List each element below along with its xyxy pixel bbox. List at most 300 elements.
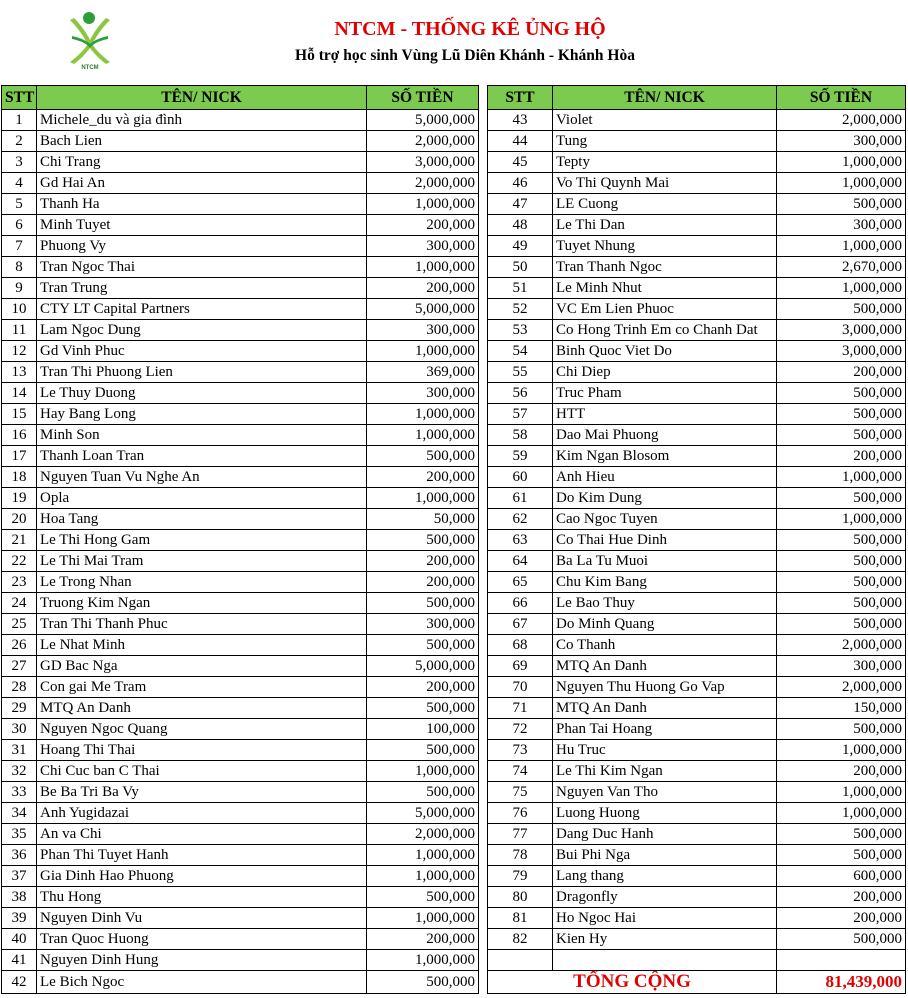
table-row xyxy=(488,635,906,656)
donor-name: Minh Son xyxy=(37,425,367,446)
donor-name: Truc Pham xyxy=(553,383,777,404)
donation-amount: 300,000 xyxy=(367,236,479,257)
row-number: 77 xyxy=(488,824,553,845)
row-number: 73 xyxy=(488,740,553,761)
row-number: 80 xyxy=(488,887,553,908)
table-row xyxy=(2,908,479,929)
table-row xyxy=(2,299,479,320)
table-row xyxy=(2,887,479,908)
table-row xyxy=(488,446,906,467)
row-number: 19 xyxy=(2,488,37,509)
table-row xyxy=(2,194,479,215)
row-number: 55 xyxy=(488,362,553,383)
row-number: 48 xyxy=(488,215,553,236)
donor-name: Anh Yugidazai xyxy=(37,803,367,824)
row-number: 13 xyxy=(2,362,37,383)
donation-amount: 500,000 xyxy=(777,929,906,950)
donation-amount: 1,000,000 xyxy=(777,173,906,194)
donor-name: Hoang Thi Thai xyxy=(37,740,367,761)
donor-name: Lang thang xyxy=(553,866,777,887)
row-number: 56 xyxy=(488,383,553,404)
donation-amount: 500,000 xyxy=(367,698,479,719)
table-row xyxy=(2,635,479,656)
table-row xyxy=(2,446,479,467)
donation-amount: 1,000,000 xyxy=(777,152,906,173)
donation-amount: 500,000 xyxy=(777,593,906,614)
table-row xyxy=(2,467,479,488)
row-number: 29 xyxy=(2,698,37,719)
row-number: 26 xyxy=(2,635,37,656)
table-row xyxy=(488,488,906,509)
row-number: 75 xyxy=(488,782,553,803)
table-row xyxy=(488,593,906,614)
table-row xyxy=(2,362,479,383)
table-row xyxy=(488,677,906,698)
donation-amount: 200,000 xyxy=(367,551,479,572)
donation-amount: 1,000,000 xyxy=(777,236,906,257)
donation-amount: 500,000 xyxy=(777,299,906,320)
row-number: 28 xyxy=(2,677,37,698)
donor-name: Thu Hong xyxy=(37,887,367,908)
table-row xyxy=(488,719,906,740)
row-number: 69 xyxy=(488,656,553,677)
donor-name xyxy=(553,950,777,971)
table-row xyxy=(488,551,906,572)
donation-amount: 2,000,000 xyxy=(367,131,479,152)
table-row xyxy=(488,866,906,887)
row-number: 42 xyxy=(2,971,37,994)
column-header-stt: STT xyxy=(488,86,553,110)
donation-amount: 1,000,000 xyxy=(777,278,906,299)
donor-name: Hu Truc xyxy=(553,740,777,761)
row-number: 31 xyxy=(2,740,37,761)
donation-amount: 5,000,000 xyxy=(367,299,479,320)
donor-name: Gd Hai An xyxy=(37,173,367,194)
donation-amount: 5,000,000 xyxy=(367,803,479,824)
row-number: 63 xyxy=(488,530,553,551)
row-number: 70 xyxy=(488,677,553,698)
row-number: 59 xyxy=(488,446,553,467)
donor-name: Le Bao Thuy xyxy=(553,593,777,614)
donation-amount: 500,000 xyxy=(777,719,906,740)
donor-name: Vo Thi Quynh Mai xyxy=(553,173,777,194)
row-number: 41 xyxy=(2,950,37,971)
row-number: 8 xyxy=(2,257,37,278)
table-row xyxy=(488,950,906,971)
table-row xyxy=(2,488,479,509)
donation-amount: 2,670,000 xyxy=(777,257,906,278)
table-row xyxy=(488,467,906,488)
table-row xyxy=(488,509,906,530)
donation-amount: 500,000 xyxy=(777,383,906,404)
row-number: 51 xyxy=(488,278,553,299)
donation-amount: 500,000 xyxy=(777,488,906,509)
donor-name: Nguyen Tuan Vu Nghe An xyxy=(37,467,367,488)
table-row xyxy=(2,677,479,698)
table-row xyxy=(488,299,906,320)
donor-name: GD Bac Nga xyxy=(37,656,367,677)
table-row xyxy=(2,530,479,551)
donor-name: Chi Trang xyxy=(37,152,367,173)
donation-amount: 500,000 xyxy=(367,971,479,994)
donor-name: Dang Duc Hanh xyxy=(553,824,777,845)
donor-name: Violet xyxy=(553,110,777,131)
donation-amount: 1,000,000 xyxy=(367,950,479,971)
donation-amount: 1,000,000 xyxy=(367,908,479,929)
table-row xyxy=(488,887,906,908)
donor-name: Anh Hieu xyxy=(553,467,777,488)
table-row xyxy=(2,719,479,740)
table-row xyxy=(2,341,479,362)
row-number: 67 xyxy=(488,614,553,635)
row-number: 58 xyxy=(488,425,553,446)
donation-amount: 5,000,000 xyxy=(367,110,479,131)
donor-name: Co Thai Hue Dinh xyxy=(553,530,777,551)
donation-amount: 200,000 xyxy=(777,446,906,467)
table-row xyxy=(2,551,479,572)
row-number: 74 xyxy=(488,761,553,782)
donation-amount: 500,000 xyxy=(777,845,906,866)
table-row xyxy=(488,236,906,257)
donor-name: Le Nhat Minh xyxy=(37,635,367,656)
column-header-amount: SỐ TIỀN xyxy=(367,86,479,110)
donor-name: Nguyen Dinh Hung xyxy=(37,950,367,971)
row-number: 21 xyxy=(2,530,37,551)
row-number: 62 xyxy=(488,509,553,530)
row-number: 60 xyxy=(488,467,553,488)
donor-name: Gd Vinh Phuc xyxy=(37,341,367,362)
donation-amount: 500,000 xyxy=(777,614,906,635)
table-row xyxy=(488,845,906,866)
row-number: 10 xyxy=(2,299,37,320)
table-header-row xyxy=(488,86,906,110)
column-header-name: TÊN/ NICK xyxy=(553,86,777,110)
row-number: 32 xyxy=(2,761,37,782)
table-row xyxy=(2,761,479,782)
row-number: 34 xyxy=(2,803,37,824)
table-row xyxy=(488,341,906,362)
donor-name: Phan Thi Tuyet Hanh xyxy=(37,845,367,866)
row-number: 76 xyxy=(488,803,553,824)
table-row xyxy=(488,929,906,950)
table-row xyxy=(2,614,479,635)
donation-amount: 500,000 xyxy=(777,404,906,425)
donation-amount: 300,000 xyxy=(367,320,479,341)
donation-amount: 500,000 xyxy=(367,446,479,467)
donation-amount: 1,000,000 xyxy=(367,866,479,887)
donor-name: CTY LT Capital Partners xyxy=(37,299,367,320)
donor-name: Chi Cuc ban C Thai xyxy=(37,761,367,782)
donation-amount: 200,000 xyxy=(367,677,479,698)
row-number: 46 xyxy=(488,173,553,194)
donor-name: Co Thanh xyxy=(553,635,777,656)
donor-name: Do Kim Dung xyxy=(553,488,777,509)
table-row xyxy=(488,761,906,782)
row-number: 54 xyxy=(488,341,553,362)
table-row xyxy=(2,425,479,446)
table-row xyxy=(488,173,906,194)
row-number: 50 xyxy=(488,257,553,278)
row-number: 5 xyxy=(2,194,37,215)
donor-name: Kim Ngan Blosom xyxy=(553,446,777,467)
donation-amount: 300,000 xyxy=(777,656,906,677)
table-row xyxy=(2,131,479,152)
total-row xyxy=(488,971,906,994)
donor-name: Tepty xyxy=(553,152,777,173)
donor-name: Le Thi Kim Ngan xyxy=(553,761,777,782)
row-number: 14 xyxy=(2,383,37,404)
donor-name: Gia Dinh Hao Phuong xyxy=(37,866,367,887)
donor-name: Minh Tuyet xyxy=(37,215,367,236)
total-label: TỔNG CỘNG xyxy=(488,971,777,994)
table-row xyxy=(488,131,906,152)
donation-amount: 200,000 xyxy=(777,908,906,929)
table-row xyxy=(488,278,906,299)
donation-amount: 500,000 xyxy=(367,782,479,803)
row-number: 82 xyxy=(488,929,553,950)
row-number: 43 xyxy=(488,110,553,131)
donations-table-left xyxy=(1,85,479,994)
donor-name: Le Minh Nhut xyxy=(553,278,777,299)
donation-amount: 500,000 xyxy=(777,194,906,215)
row-number: 35 xyxy=(2,824,37,845)
donor-name: Binh Quoc Viet Do xyxy=(553,341,777,362)
table-row xyxy=(2,593,479,614)
row-number: 44 xyxy=(488,131,553,152)
table-row xyxy=(488,383,906,404)
table-row xyxy=(488,362,906,383)
donation-amount: 2,000,000 xyxy=(367,824,479,845)
donor-name: Nguyen Thu Huong Go Vap xyxy=(553,677,777,698)
donation-amount: 1,000,000 xyxy=(367,341,479,362)
donation-amount xyxy=(777,950,906,971)
donor-name: MTQ An Danh xyxy=(553,656,777,677)
donor-name: Nguyen Dinh Vu xyxy=(37,908,367,929)
donation-amount: 2,000,000 xyxy=(367,173,479,194)
table-row xyxy=(2,656,479,677)
row-number: 30 xyxy=(2,719,37,740)
report-header xyxy=(0,0,908,84)
column-header-amount: SỐ TIỀN xyxy=(777,86,906,110)
donation-amount: 1,000,000 xyxy=(777,782,906,803)
donation-amount: 500,000 xyxy=(367,530,479,551)
row-number: 6 xyxy=(2,215,37,236)
donor-name: Luong Huong xyxy=(553,803,777,824)
table-row xyxy=(2,215,479,236)
row-number: 17 xyxy=(2,446,37,467)
donation-amount: 3,000,000 xyxy=(777,320,906,341)
donation-amount: 500,000 xyxy=(777,824,906,845)
donor-name: Bui Phi Nga xyxy=(553,845,777,866)
row-number: 7 xyxy=(2,236,37,257)
table-row xyxy=(2,257,479,278)
row-number: 2 xyxy=(2,131,37,152)
donor-name: Le Trong Nhan xyxy=(37,572,367,593)
donation-amount: 1,000,000 xyxy=(367,404,479,425)
donation-amount: 300,000 xyxy=(367,614,479,635)
table-row xyxy=(2,698,479,719)
table-row xyxy=(2,320,479,341)
row-number: 79 xyxy=(488,866,553,887)
donation-amount: 600,000 xyxy=(777,866,906,887)
donor-name: Hay Bang Long xyxy=(37,404,367,425)
table-row xyxy=(488,152,906,173)
table-row xyxy=(2,572,479,593)
donation-amount: 500,000 xyxy=(777,572,906,593)
column-header-name: TÊN/ NICK xyxy=(37,86,367,110)
table-row xyxy=(488,824,906,845)
donation-amount: 500,000 xyxy=(777,551,906,572)
table-row xyxy=(488,614,906,635)
donor-name: Tran Thi Phuong Lien xyxy=(37,362,367,383)
donation-amount: 500,000 xyxy=(777,530,906,551)
donor-name: HTT xyxy=(553,404,777,425)
donation-amount: 200,000 xyxy=(367,215,479,236)
table-row xyxy=(488,110,906,131)
donation-amount: 5,000,000 xyxy=(367,656,479,677)
table-row xyxy=(488,215,906,236)
total-amount: 81,439,000 xyxy=(777,971,906,994)
donor-name: Opla xyxy=(37,488,367,509)
donation-amount: 300,000 xyxy=(777,215,906,236)
row-number: 37 xyxy=(2,866,37,887)
row-number: 33 xyxy=(2,782,37,803)
page-subtitle: Hỗ trợ học sinh Vùng Lũ Diên Khánh - Khánh Hòa xyxy=(295,47,635,64)
donor-name: Le Bich Ngoc xyxy=(37,971,367,994)
donation-amount: 1,000,000 xyxy=(367,194,479,215)
donor-name: Tran Thanh Ngoc xyxy=(553,257,777,278)
table-row xyxy=(488,572,906,593)
table-row xyxy=(2,950,479,971)
donation-amount: 200,000 xyxy=(367,929,479,950)
donor-name: Michele_du và gia đình xyxy=(37,110,367,131)
table-row xyxy=(488,740,906,761)
row-number: 38 xyxy=(2,887,37,908)
donor-name: Thanh Ha xyxy=(37,194,367,215)
table-row xyxy=(2,866,479,887)
row-number: 1 xyxy=(2,110,37,131)
donor-name: Le Thuy Duong xyxy=(37,383,367,404)
donation-amount: 3,000,000 xyxy=(367,152,479,173)
table-row xyxy=(488,425,906,446)
row-number: 64 xyxy=(488,551,553,572)
donor-name: MTQ An Danh xyxy=(553,698,777,719)
donor-name: Tung xyxy=(553,131,777,152)
donor-name: VC Em Lien Phuoc xyxy=(553,299,777,320)
donation-amount: 200,000 xyxy=(367,572,479,593)
donation-amount: 369,000 xyxy=(367,362,479,383)
donor-name: Tuyet Nhung xyxy=(553,236,777,257)
table-row xyxy=(2,173,479,194)
row-number: 52 xyxy=(488,299,553,320)
donor-name: Tran Trung xyxy=(37,278,367,299)
donation-amount: 200,000 xyxy=(777,761,906,782)
donation-amount: 1,000,000 xyxy=(367,845,479,866)
table-row xyxy=(488,530,906,551)
donation-amount: 200,000 xyxy=(367,278,479,299)
row-number: 20 xyxy=(2,509,37,530)
row-number: 12 xyxy=(2,341,37,362)
table-row xyxy=(2,824,479,845)
row-number: 72 xyxy=(488,719,553,740)
row-number: 15 xyxy=(2,404,37,425)
table-row xyxy=(488,257,906,278)
donation-amount: 150,000 xyxy=(777,698,906,719)
table-row xyxy=(2,404,479,425)
donor-name: Le Thi Dan xyxy=(553,215,777,236)
row-number: 78 xyxy=(488,845,553,866)
row-number: 49 xyxy=(488,236,553,257)
table-row xyxy=(2,740,479,761)
table-row xyxy=(2,929,479,950)
row-number: 22 xyxy=(2,551,37,572)
row-number: 47 xyxy=(488,194,553,215)
row-number: 68 xyxy=(488,635,553,656)
page-title: NTCM - THỐNG KÊ ỦNG HỘ xyxy=(334,18,606,40)
table-row xyxy=(2,509,479,530)
table-row xyxy=(488,404,906,425)
donor-name: Kien Hy xyxy=(553,929,777,950)
donation-amount: 500,000 xyxy=(367,740,479,761)
table-row xyxy=(488,194,906,215)
donor-name: Lam Ngoc Dung xyxy=(37,320,367,341)
donor-name: LE Cuong xyxy=(553,194,777,215)
table-row xyxy=(2,110,479,131)
donation-amount: 500,000 xyxy=(367,635,479,656)
table-header-row xyxy=(2,86,479,110)
donation-amount: 1,000,000 xyxy=(367,257,479,278)
donor-name: Phan Tai Hoang xyxy=(553,719,777,740)
table-row xyxy=(488,320,906,341)
row-number: 11 xyxy=(2,320,37,341)
table-row xyxy=(2,803,479,824)
table-row xyxy=(2,278,479,299)
donation-amount: 1,000,000 xyxy=(777,509,906,530)
donor-name: Be Ba Tri Ba Vy xyxy=(37,782,367,803)
row-number: 81 xyxy=(488,908,553,929)
donor-name: Do Minh Quang xyxy=(553,614,777,635)
row-number: 16 xyxy=(2,425,37,446)
donor-name: Nguyen Ngoc Quang xyxy=(37,719,367,740)
donor-name: Dao Mai Phuong xyxy=(553,425,777,446)
donor-name: Truong Kim Ngan xyxy=(37,593,367,614)
donor-name: Co Hong Trinh Em co Chanh Dat xyxy=(553,320,777,341)
row-number: 57 xyxy=(488,404,553,425)
donor-name: Nguyen Van Tho xyxy=(553,782,777,803)
donor-name: Le Thi Hong Gam xyxy=(37,530,367,551)
row-number: 3 xyxy=(2,152,37,173)
table-row xyxy=(488,803,906,824)
donor-name: Phuong Vy xyxy=(37,236,367,257)
donation-amount: 100,000 xyxy=(367,719,479,740)
row-number: 66 xyxy=(488,593,553,614)
column-header-stt: STT xyxy=(2,86,37,110)
svg-text:NTCM: NTCM xyxy=(81,65,99,70)
donation-amount: 2,000,000 xyxy=(777,635,906,656)
row-number: 23 xyxy=(2,572,37,593)
row-number: 24 xyxy=(2,593,37,614)
donor-name: Tran Quoc Huong xyxy=(37,929,367,950)
donor-name: Cao Ngoc Tuyen xyxy=(553,509,777,530)
row-number: 40 xyxy=(2,929,37,950)
table-row xyxy=(2,236,479,257)
donation-amount: 1,000,000 xyxy=(777,467,906,488)
row-number xyxy=(488,950,553,971)
donation-amount: 500,000 xyxy=(777,425,906,446)
donation-amount: 200,000 xyxy=(367,467,479,488)
table-row xyxy=(488,698,906,719)
table-row xyxy=(2,845,479,866)
